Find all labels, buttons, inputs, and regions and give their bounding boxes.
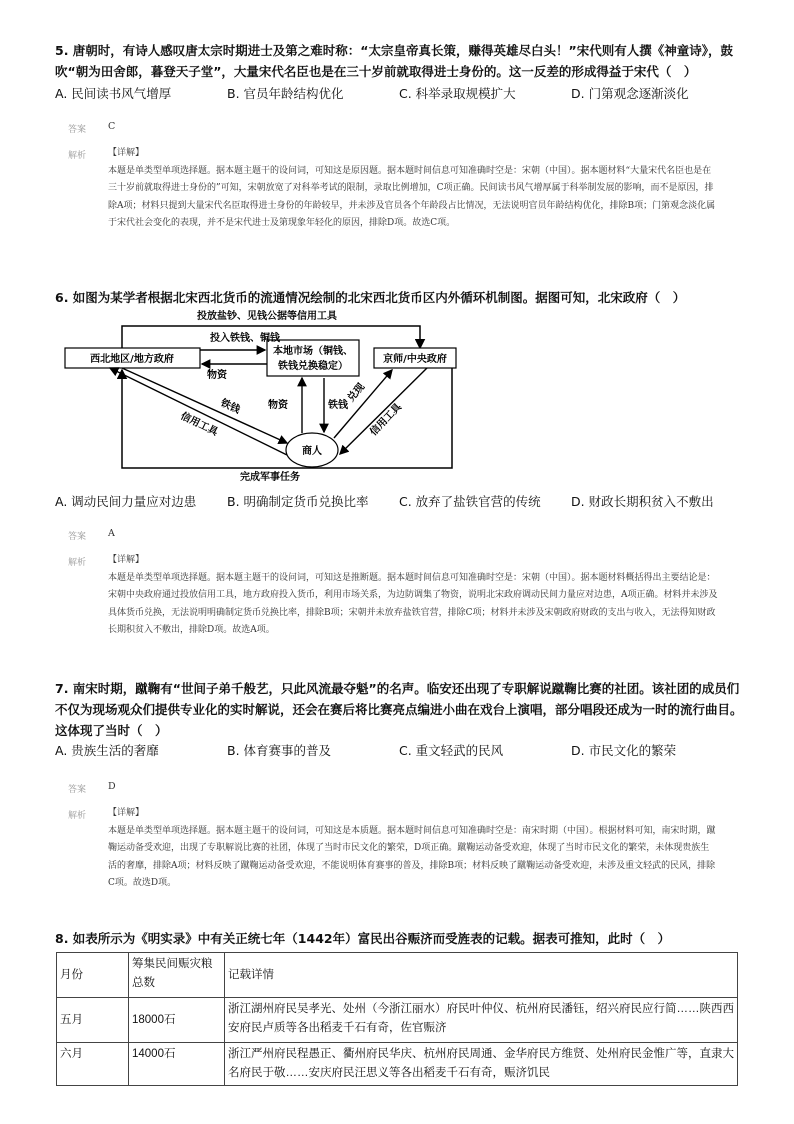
question-7 <box>55 678 745 761</box>
explanation <box>108 552 718 640</box>
cell-total: 14000石 <box>129 1043 225 1086</box>
question-stem: 5. 唐朝时，有诗人感叹唐太宗时期进士及第之难时称：“太宗皇帝真长策，赚得英雄尽白头！”宋代则有人撰《神童诗》，鼓吹“朝为田舍郎，暮登天子堂”，大量宋代名臣也是在三十岁前就取得进士身份的。这一反差的形成得益于宋代（ ） <box>55 43 733 79</box>
options-row <box>55 492 745 512</box>
option-a[interactable]: A. 民间读书风气增厚 <box>55 86 172 101</box>
header-total: 筹集民间赈灾粮总数 <box>129 953 225 998</box>
detail-heading: 【详解】 <box>108 808 145 818</box>
iron-label-1: 铁钱 <box>218 397 242 416</box>
question-6-options <box>55 492 745 512</box>
explanation-text: 本题是单类型单项选择题。据本题主题干的设问词，可知这是原因题。据本题时间信息可知准确时空是：宋朝（中国）。据本题材料“大量宋代名臣也是在三十岁前就取得进士身份的”可知，宋朝放宽了对科举考试的限制，录取比例增加，C项正确。民间读书风气增厚属于科举制发展的影响，而不是原因，排除A项；材料只提到大量宋代名臣取得进士身份的年龄较早，并未涉及官员各个年龄段占比情况，无法说明官员年龄结构优化，排除B项；门第观念淡化属于宋代社会变化的表现，并不是宋代进士及第现象年轻化的原因，排除D项。故选C项。 <box>108 165 716 228</box>
question-stem: 6. 如图为某学者根据北宋西北货币的流通情况绘制的北宋西北货币区内外循环机制图。据图可知，北宋政府（ ） <box>55 290 686 305</box>
option-b[interactable]: B. 明确制定货币兑换比率 <box>227 494 369 509</box>
answer-block-5 <box>68 120 718 250</box>
table-header-row <box>57 953 738 998</box>
records-table <box>56 952 738 1086</box>
header-month: 月份 <box>57 953 129 998</box>
answer-value: C <box>108 121 116 132</box>
option-c[interactable]: C. 放弃了盐铁官营的传统 <box>399 494 541 509</box>
cell-month: 六月 <box>57 1043 129 1086</box>
question-6 <box>55 287 745 308</box>
option-a[interactable]: A. 贵族生活的奢靡 <box>55 743 159 758</box>
goods-label-1: 物资 <box>207 370 227 381</box>
cell-month: 五月 <box>57 998 129 1043</box>
answer-block-6 <box>68 527 718 637</box>
credit-label-1: 信用工具 <box>178 410 220 439</box>
explanation <box>108 805 718 893</box>
explanation <box>108 145 718 233</box>
explanation-text: 本题是单类型单项选择题。据本题主题干的设问词，可知这是推断题。据本题时间信息可知准确时空是：宋朝（中国）。据本题材料概括得出主要结论是：宋朝中央政府通过投放信用工具，地方政府投入货币，利用市场关系，为边防调集了物资，说明北宋政府调动民间力量应对边患，A项正确。材料并未涉及具体货币兑换，无法说明明确制定货币兑换比率，排除B项；宋朝并未放弃盐铁官营，排除C项；材料并未涉及宋朝政府财政的支出与收入，无法得知财政长期积贫入不敷出，排除D项。故选A项。 <box>108 572 718 635</box>
merchant-label: 商人 <box>302 446 322 457</box>
option-d[interactable]: D. 门第观念逐渐淡化 <box>571 86 689 101</box>
explanation-text: 本题是单类型单项选择题。据本题主题干的设问词，可知这是本质题。据本题时间信息可知准确时空是：南宋时期（中国）。根据材料可知，南宋时期，蹴鞠运动备受欢迎，出现了专职解说比赛的社团，体现了当时市民文化的繁荣，D项正确。蹴鞠运动备受欢迎，体现了当时市民文化的繁荣，未体现贵族生活的奢靡，排除A项；材料反映了蹴鞠运动备受欢迎，不能说明体育赛事的普及，排除B项；材料反映了蹴鞠运动备受欢迎，未涉及重文轻武的民风，排除C项。故选D项。 <box>108 825 716 888</box>
cell-details: 浙江湖州府民吴孝光、处州（今浙江丽水）府民叶仲仪、杭州府民潘钰，绍兴府民应行简……陕西西安府民卢质等各出稻麦千石有奇，佐官赈济 <box>225 998 738 1043</box>
question-stem: 8. 如表所示为《明实录》中有关正统七年（1442年）富民出谷赈济而受旌表的记载。据表可推知，此时（ ） <box>55 931 671 946</box>
cell-details: 浙江严州府民程愚正、衢州府民华庆、杭州府民周通、金华府民方维贤、处州府民金惟广等，直隶大名府民于敬……安庆府民汪思义等各出稻麦千石有奇，赈济饥民 <box>225 1043 738 1086</box>
goods-label-2: 物资 <box>268 400 288 411</box>
credit-label-2: 信用工具 <box>368 401 404 439</box>
military-label: 完成军事任务 <box>240 472 300 483</box>
option-b[interactable]: B. 官员年龄结构优化 <box>227 86 344 101</box>
analysis-label: 解析 <box>68 151 87 161</box>
analysis-label: 解析 <box>68 811 87 821</box>
header-details: 记载详情 <box>225 953 738 998</box>
answer-label: 答案 <box>68 125 87 135</box>
option-b[interactable]: B. 体育赛事的普及 <box>227 743 332 758</box>
option-d[interactable]: D. 财政长期积贫入不敷出 <box>571 494 714 509</box>
table-row <box>57 1043 738 1086</box>
detail-heading: 【详解】 <box>108 555 145 565</box>
box-market-line2: 铁钱兑换稳定） <box>278 361 348 372</box>
answer-value: D <box>108 781 116 792</box>
analysis-label: 解析 <box>68 558 87 568</box>
iron-label-2: 铁钱 <box>328 400 348 411</box>
question-5 <box>55 40 745 104</box>
answer-label: 答案 <box>68 532 87 542</box>
circulation-diagram <box>62 310 467 485</box>
box-west-label: 西北地区/地方政府 <box>90 354 174 365</box>
option-d[interactable]: D. 市民文化的繁荣 <box>571 743 677 758</box>
invest-label: 投入铁钱、铜钱 <box>210 333 280 344</box>
table-row <box>57 998 738 1043</box>
option-a[interactable]: A. 调动民间力量应对边患 <box>55 494 197 509</box>
options-row <box>55 84 745 104</box>
diagram-top-label: 投放盐钞、见钱公据等信用工具 <box>197 311 337 322</box>
exchange-label: 兑现 <box>345 381 368 404</box>
question-stem: 7. 南宋时期，蹴鞠有“世间子弟千般艺，只此风流最夺魁”的名声。临安还出现了专职解说蹴鞠比赛的社团。该社团的成员们不仅为现场观众们提供专业化的实时解说，还会在赛后将比赛亮点编进小曲在戏台上演唱，部分唱段还成为一时的流行曲目。这体现了当时（ ） <box>55 681 743 738</box>
box-market-line1: 本地市场（铜钱、 <box>273 346 353 357</box>
answer-block-7 <box>68 780 718 890</box>
detail-heading: 【详解】 <box>108 148 145 158</box>
question-8 <box>55 928 745 949</box>
answer-label: 答案 <box>68 785 87 795</box>
cell-total: 18000石 <box>129 998 225 1043</box>
box-capital-label: 京师/中央政府 <box>383 354 447 365</box>
option-c[interactable]: C. 重文轻武的民风 <box>399 743 504 758</box>
option-c[interactable]: C. 科举录取规模扩大 <box>399 86 516 101</box>
options-row <box>55 741 745 761</box>
answer-value: A <box>108 528 115 539</box>
